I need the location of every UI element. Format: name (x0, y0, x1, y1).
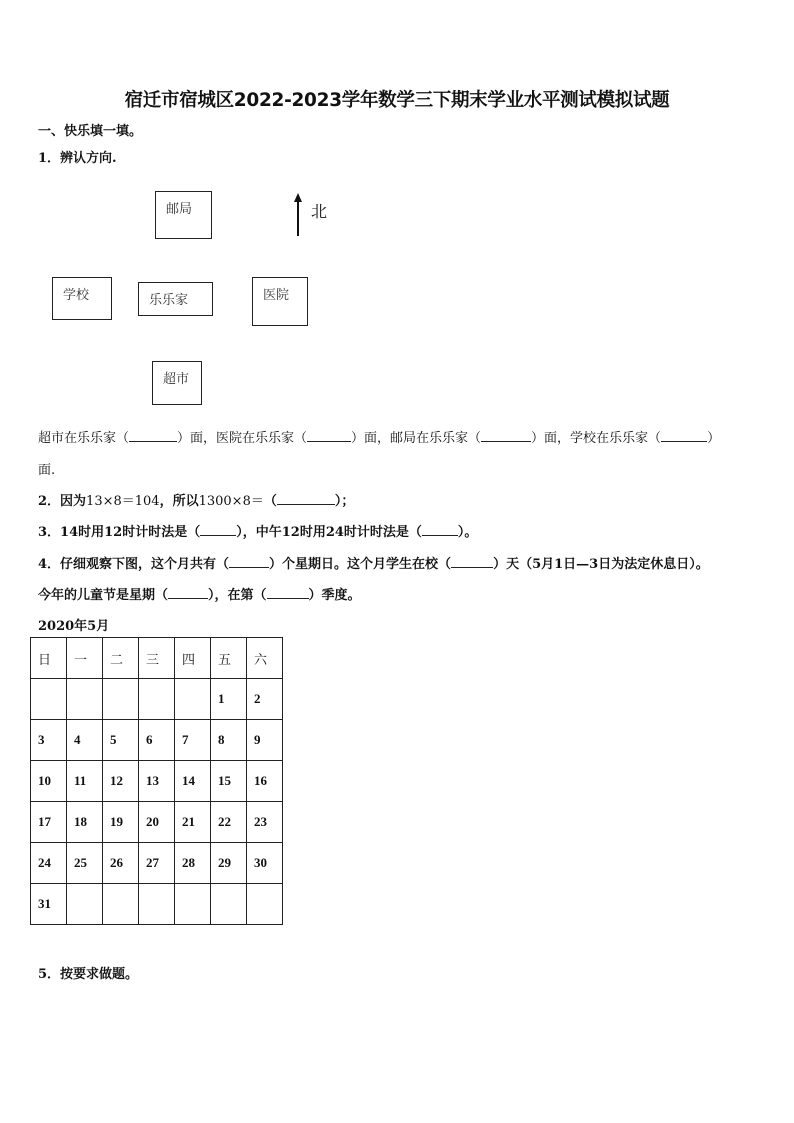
answer-blank[interactable] (229, 555, 269, 568)
calendar-day-cell: 21 (175, 802, 211, 843)
calendar-header-cell: 三 (139, 638, 175, 679)
calendar-day-cell: 20 (139, 802, 175, 843)
calendar-day-cell: 1 (211, 679, 247, 720)
calendar-day-cell (139, 884, 175, 925)
q2-expression-1: 13×8＝104 (86, 494, 160, 509)
calendar-day-cell: 14 (175, 761, 211, 802)
page-title: 宿迁市宿城区2022-2023学年数学三下期末学业水平测试模拟试题 (124, 90, 670, 111)
calendar-week-row (31, 720, 283, 761)
calendar-week-row (31, 761, 283, 802)
calendar-day-cell: 22 (211, 802, 247, 843)
calendar-week-row (31, 884, 283, 925)
calendar-week-row (31, 679, 283, 720)
calendar-day-cell (103, 679, 139, 720)
hospital-box (252, 277, 308, 326)
q4-text-1: 4．仔细观察下图，这个月共有（ (38, 557, 230, 572)
calendar-day-cell: 19 (103, 802, 139, 843)
calendar-day-cell: 24 (31, 843, 67, 884)
q1-text-1: 超市在乐乐家（ (38, 431, 130, 446)
post-office-box (155, 191, 212, 239)
calendar-week-row (31, 802, 283, 843)
question-1-label: 1．辨认方向. (38, 151, 117, 166)
question-4-line-2 (38, 584, 361, 603)
answer-blank[interactable] (422, 523, 458, 536)
q3-text-1: 3．14时用12时计时法是（ (38, 525, 201, 540)
calendar-day-cell (103, 884, 139, 925)
calendar-header-cell: 日 (31, 638, 67, 679)
north-label: 北 (311, 202, 328, 221)
q2-close-paren: ）； (334, 494, 355, 509)
calendar-day-cell (175, 884, 211, 925)
answer-blank[interactable] (168, 586, 208, 599)
q2-expression-2: 1300×8＝ (198, 494, 264, 509)
calendar-day-cell (67, 679, 103, 720)
q2-text-2: ，所以 (159, 494, 199, 509)
question-1-sentence (38, 427, 720, 446)
calendar-day-cell (139, 679, 175, 720)
q4-text-2: ）个星期日。这个月学生在校（ (269, 557, 452, 572)
calendar-day-cell: 31 (31, 884, 67, 925)
answer-blank[interactable] (267, 586, 309, 599)
calendar-day-cell: 15 (211, 761, 247, 802)
supermarket-box (152, 361, 202, 405)
school-label: 学校 (63, 288, 90, 303)
question-4 (38, 553, 709, 572)
calendar-day-cell: 13 (139, 761, 175, 802)
calendar-day-cell: 30 (247, 843, 283, 884)
north-arrow-icon (290, 193, 306, 237)
calendar-day-cell (175, 679, 211, 720)
calendar-day-cell: 8 (211, 720, 247, 761)
calendar-day-cell: 10 (31, 761, 67, 802)
q3-text-3: ）。 (457, 525, 478, 540)
answer-blank[interactable] (481, 429, 531, 442)
calendar-day-cell (211, 884, 247, 925)
calendar-day-cell: 5 (103, 720, 139, 761)
hospital-label: 医院 (263, 288, 290, 303)
answer-blank[interactable] (451, 555, 493, 568)
calendar-day-cell: 12 (103, 761, 139, 802)
calendar-day-cell: 28 (175, 843, 211, 884)
calendar-day-cell: 16 (247, 761, 283, 802)
calendar-day-cell: 11 (67, 761, 103, 802)
section-heading: 一、快乐填一填。 (38, 124, 143, 139)
lele-home-box (138, 282, 213, 316)
q4-text-6: ）季度。 (308, 588, 361, 603)
q4-text-3: ）天（5月1日—3日为法定休息日）。 (493, 557, 709, 572)
calendar-day-cell: 26 (103, 843, 139, 884)
q1-text-3: ）面，邮局在乐乐家（ (351, 431, 482, 446)
q2-open-paren: （ (263, 494, 277, 509)
calendar-day-cell: 7 (175, 720, 211, 761)
calendar-header-cell: 四 (175, 638, 211, 679)
calendar-header-row (31, 638, 283, 679)
answer-blank[interactable] (200, 523, 236, 536)
calendar-day-cell: 25 (67, 843, 103, 884)
calendar-table (30, 637, 283, 925)
q1-text-4: ）面，学校在乐乐家（ (531, 431, 662, 446)
answer-blank[interactable] (661, 429, 707, 442)
q4-text-4: 今年的儿童节是星期（ (38, 588, 169, 603)
calendar-header-cell: 五 (211, 638, 247, 679)
calendar-header-cell: 六 (247, 638, 283, 679)
calendar-day-cell: 27 (139, 843, 175, 884)
calendar-day-cell (67, 884, 103, 925)
q4-text-5: ），在第（ (208, 588, 267, 603)
calendar-header-cell: 一 (67, 638, 103, 679)
calendar-day-cell (31, 679, 67, 720)
calendar-day-cell: 3 (31, 720, 67, 761)
calendar-day-cell: 29 (211, 843, 247, 884)
calendar-day-cell (247, 884, 283, 925)
supermarket-label: 超市 (163, 372, 190, 387)
question-3 (38, 521, 477, 540)
question-2 (38, 490, 354, 509)
answer-blank[interactable] (307, 429, 351, 442)
calendar-day-cell: 2 (247, 679, 283, 720)
q3-text-2: ），中午12时用24时计时法是（ (236, 525, 422, 540)
answer-blank[interactable] (277, 492, 335, 505)
q1-text-5: ） (707, 431, 721, 446)
calendar-day-cell: 6 (139, 720, 175, 761)
lele-home-label: 乐乐家 (149, 293, 189, 308)
calendar-header-cell: 二 (103, 638, 139, 679)
question-1-sentence-cont: 面. (38, 463, 56, 478)
calendar-day-cell: 4 (67, 720, 103, 761)
calendar-day-cell: 17 (31, 802, 67, 843)
answer-blank[interactable] (129, 429, 177, 442)
question-5: 5．按要求做题。 (38, 967, 139, 982)
post-office-label: 邮局 (166, 202, 193, 217)
calendar-title: 2020年5月 (38, 619, 110, 634)
calendar-day-cell: 9 (247, 720, 283, 761)
calendar-week-row (31, 843, 283, 884)
calendar-day-cell: 18 (67, 802, 103, 843)
school-box (52, 277, 112, 320)
q2-text-1: 2．因为 (38, 494, 87, 509)
calendar-day-cell: 23 (247, 802, 283, 843)
q1-text-2: ）面，医院在乐乐家（ (177, 431, 308, 446)
